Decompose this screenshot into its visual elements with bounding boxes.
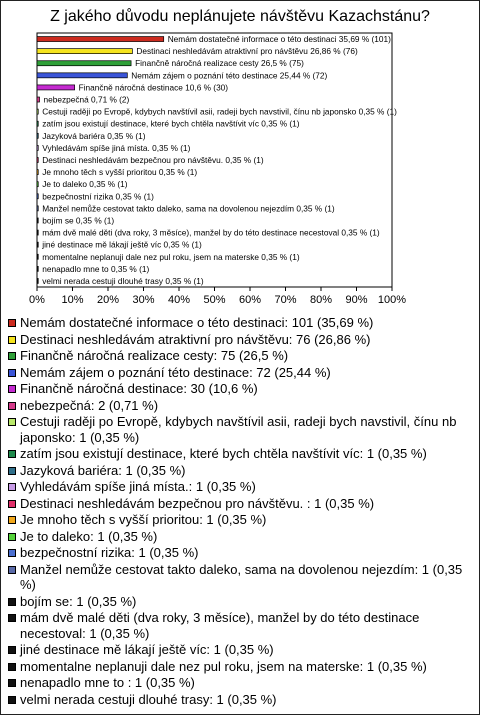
x-tick-label: 0% bbox=[29, 294, 45, 306]
legend-swatch bbox=[8, 614, 16, 622]
legend-label: Jazyková bariéra: 1 (0,35 %) bbox=[20, 462, 186, 478]
legend-swatch bbox=[8, 385, 16, 393]
legend-swatch bbox=[8, 549, 16, 557]
legend-swatch bbox=[8, 566, 16, 574]
legend-swatch bbox=[8, 646, 16, 654]
bar-label: Finančně náročná realizace cesty 26,5 % (75) bbox=[135, 58, 304, 69]
legend-item bbox=[8, 675, 474, 691]
legend-label: bojím se: 1 (0,35 %) bbox=[20, 593, 137, 609]
chart-legend bbox=[8, 315, 474, 708]
legend-swatch bbox=[8, 500, 16, 508]
legend-swatch bbox=[8, 663, 16, 671]
legend-label: Cestuji raději po Evropě, kdybych navštívil asii, radeji bych navstivil, čínu nb japonsko: 1 (0,35 %) bbox=[20, 414, 457, 445]
legend-item bbox=[8, 545, 474, 561]
bar-label: Destinaci neshledávám atraktivní pro návštěvu 26,86 % (76) bbox=[136, 46, 358, 57]
bar bbox=[37, 206, 38, 211]
bar-label: Destinaci neshledávám bezpečnou pro návštěvu. 0,35 % (1) bbox=[42, 155, 264, 165]
bar bbox=[37, 97, 40, 102]
bar bbox=[37, 109, 38, 114]
legend-label: Vyhledávám spíše jiná místa.: 1 (0,35 %) bbox=[20, 479, 256, 494]
legend-swatch bbox=[8, 467, 16, 475]
legend-label: Finančně náročná realizace cesty: 75 (26,5 %) bbox=[20, 348, 289, 363]
bar bbox=[37, 278, 38, 283]
legend-item bbox=[8, 332, 474, 348]
legend-item bbox=[8, 594, 474, 610]
legend-item bbox=[8, 610, 474, 641]
bar-label: bojím se 0,35 % (1) bbox=[42, 215, 115, 226]
bar bbox=[37, 182, 38, 187]
bar-label: Jazyková bariéra 0,35 % (1) bbox=[42, 130, 146, 141]
legend-item bbox=[8, 529, 474, 545]
legend-label: Je to daleko: 1 (0,35 %) bbox=[20, 528, 158, 544]
bar-label: jiné destinace mě lákají ještě víc 0,35 % (1) bbox=[42, 239, 202, 250]
legend-swatch bbox=[8, 516, 16, 524]
bar-chart bbox=[0, 0, 480, 312]
legend-label: bezpečnostní rizika: 1 (0,35 %) bbox=[20, 545, 199, 560]
x-tick-label: 90% bbox=[345, 294, 368, 306]
legend-item bbox=[8, 512, 474, 528]
legend-label: Nemám dostatečné informace o této destinaci: 101 (35,69 %) bbox=[20, 315, 374, 330]
legend-item bbox=[8, 446, 474, 462]
legend-item bbox=[8, 642, 474, 658]
x-tick-label: 60% bbox=[238, 294, 262, 306]
bar-label: Je to daleko 0,35 % (1) bbox=[42, 179, 128, 190]
legend-item bbox=[8, 659, 474, 675]
legend-item bbox=[8, 381, 474, 397]
bar bbox=[37, 61, 131, 66]
x-tick-label: 70% bbox=[274, 294, 297, 306]
bar bbox=[37, 218, 38, 223]
bar bbox=[37, 37, 164, 42]
legend-item bbox=[8, 315, 474, 331]
legend-swatch bbox=[8, 679, 16, 687]
x-tick-label: 20% bbox=[96, 294, 120, 306]
legend-item bbox=[8, 414, 474, 445]
bar-label: Je mnoho těch s vyšší prioritou 0,35 % (1) bbox=[42, 167, 198, 178]
x-tick-label: 10% bbox=[61, 294, 84, 306]
bar-label: Vyhledávám spíše jiná místa. 0,35 % (1) bbox=[42, 142, 191, 153]
legend-swatch bbox=[8, 533, 16, 541]
x-tick-label: 50% bbox=[203, 294, 226, 306]
bar bbox=[37, 85, 75, 90]
legend-label: momentalne neplanuji dale nez pul roku, jsem na materske: 1 (0,35 %) bbox=[20, 658, 427, 674]
x-tick-label: 100% bbox=[377, 294, 407, 306]
bar-label: momentalne neplanuji dale nez pul roku, jsem na materske 0,35 % (1) bbox=[42, 251, 300, 262]
legend-label: nebezpečná: 2 (0,71 %) bbox=[20, 397, 159, 413]
legend-item bbox=[8, 348, 474, 364]
legend-swatch bbox=[8, 450, 16, 458]
bar bbox=[37, 145, 38, 150]
bar bbox=[37, 194, 38, 199]
bar bbox=[37, 242, 38, 247]
legend-label: Finančně náročná destinace: 30 (10,6 %) bbox=[20, 381, 258, 396]
legend-item bbox=[8, 365, 474, 381]
x-tick-label: 80% bbox=[309, 294, 333, 306]
bar bbox=[37, 266, 38, 271]
chart-title: Z jakého důvodu neplánujete návštěvu Kazachstánu? bbox=[50, 8, 430, 25]
bar bbox=[37, 158, 38, 163]
legend-swatch bbox=[8, 319, 16, 327]
legend-item bbox=[8, 692, 474, 708]
legend-swatch bbox=[8, 352, 16, 360]
x-tick-label: 40% bbox=[167, 294, 191, 306]
legend-label: Destinaci neshledávám atraktivní pro návštěvu: 76 (26,86 %) bbox=[20, 331, 371, 347]
bar bbox=[37, 170, 38, 175]
legend-label: Destinaci neshledávám bezpečnou pro návštěvu. : 1 (0,35 %) bbox=[20, 495, 375, 511]
legend-swatch bbox=[8, 598, 16, 606]
legend-swatch bbox=[8, 696, 16, 704]
bar bbox=[37, 133, 38, 138]
legend-swatch bbox=[8, 336, 16, 344]
bar-label: nenapadlo mne to 0,35 % (1) bbox=[42, 263, 150, 274]
legend-swatch bbox=[8, 369, 16, 377]
legend-item bbox=[8, 496, 474, 512]
bar-label: velmi nerada cestuji dlouhé trasy 0,35 % (1) bbox=[42, 275, 204, 286]
bar bbox=[37, 49, 132, 54]
legend-label: mám dvě malé děti (dva roky, 3 měsíce), manžel by do této destinace necestoval: 1 (0,35 %) bbox=[20, 610, 420, 641]
legend-label: velmi nerada cestuji dlouhé trasy: 1 (0,35 %) bbox=[20, 691, 277, 707]
bar-label: nebezpečná 0,71 % (2) bbox=[43, 94, 130, 105]
legend-swatch bbox=[8, 402, 16, 410]
bar-label: bezpečnostní rizika 0,35 % (1) bbox=[42, 191, 154, 202]
bar bbox=[37, 230, 38, 235]
bar-label: zatím jsou existují destinace, které bych chtěla navštívit víc 0,35 % (1) bbox=[42, 118, 300, 129]
bar-label: Nemám zájem o poznání této destinace 25,44 % (72) bbox=[131, 70, 328, 81]
bar-label: mám dvě malé děti (dva roky, 3 měsíce), manžel by do této destinace necestoval 0,35 % (1) bbox=[42, 227, 380, 238]
bar-label: Nemám dostatečné informace o této destinaci 35,69 % (101) bbox=[167, 34, 391, 45]
bar bbox=[37, 73, 127, 78]
legend-label: Nemám zájem o poznání této destinace: 72 (25,44 %) bbox=[20, 364, 331, 380]
bar-label: Finančně náročná destinace 10,6 % (30) bbox=[78, 82, 229, 93]
bar bbox=[37, 121, 38, 126]
legend-label: Manžel nemůže cestovat takto daleko, sama na dovolenou nejezdím: 1 (0,35 %) bbox=[20, 561, 463, 592]
legend-label: Je mnoho těch s vyšší prioritou: 1 (0,35 %) bbox=[20, 512, 267, 527]
legend-item bbox=[8, 562, 474, 593]
bar bbox=[37, 254, 38, 259]
x-tick-label: 30% bbox=[132, 294, 155, 306]
legend-item bbox=[8, 463, 474, 479]
legend-swatch bbox=[8, 483, 16, 491]
legend-swatch bbox=[8, 418, 16, 426]
legend-label: nenapadlo mne to : 1 (0,35 %) bbox=[20, 675, 195, 690]
bar-label: Manžel nemůže cestovat takto daleko, sama na dovolenou nejezdím 0,35 % (1) bbox=[42, 203, 335, 214]
legend-label: zatím jsou existují destinace, které bych chtěla navštívit víc: 1 (0,35 %) bbox=[20, 446, 427, 461]
legend-item bbox=[8, 398, 474, 414]
bar-label: Cestuji raději po Evropě, kdybych navštívil asii, radeji bych navstivil, čínu nb japonsko 0,35 % (1) bbox=[42, 106, 397, 117]
legend-label: jiné destinace mě lákají ještě víc: 1 (0,35 %) bbox=[20, 642, 274, 657]
legend-item bbox=[8, 479, 474, 495]
